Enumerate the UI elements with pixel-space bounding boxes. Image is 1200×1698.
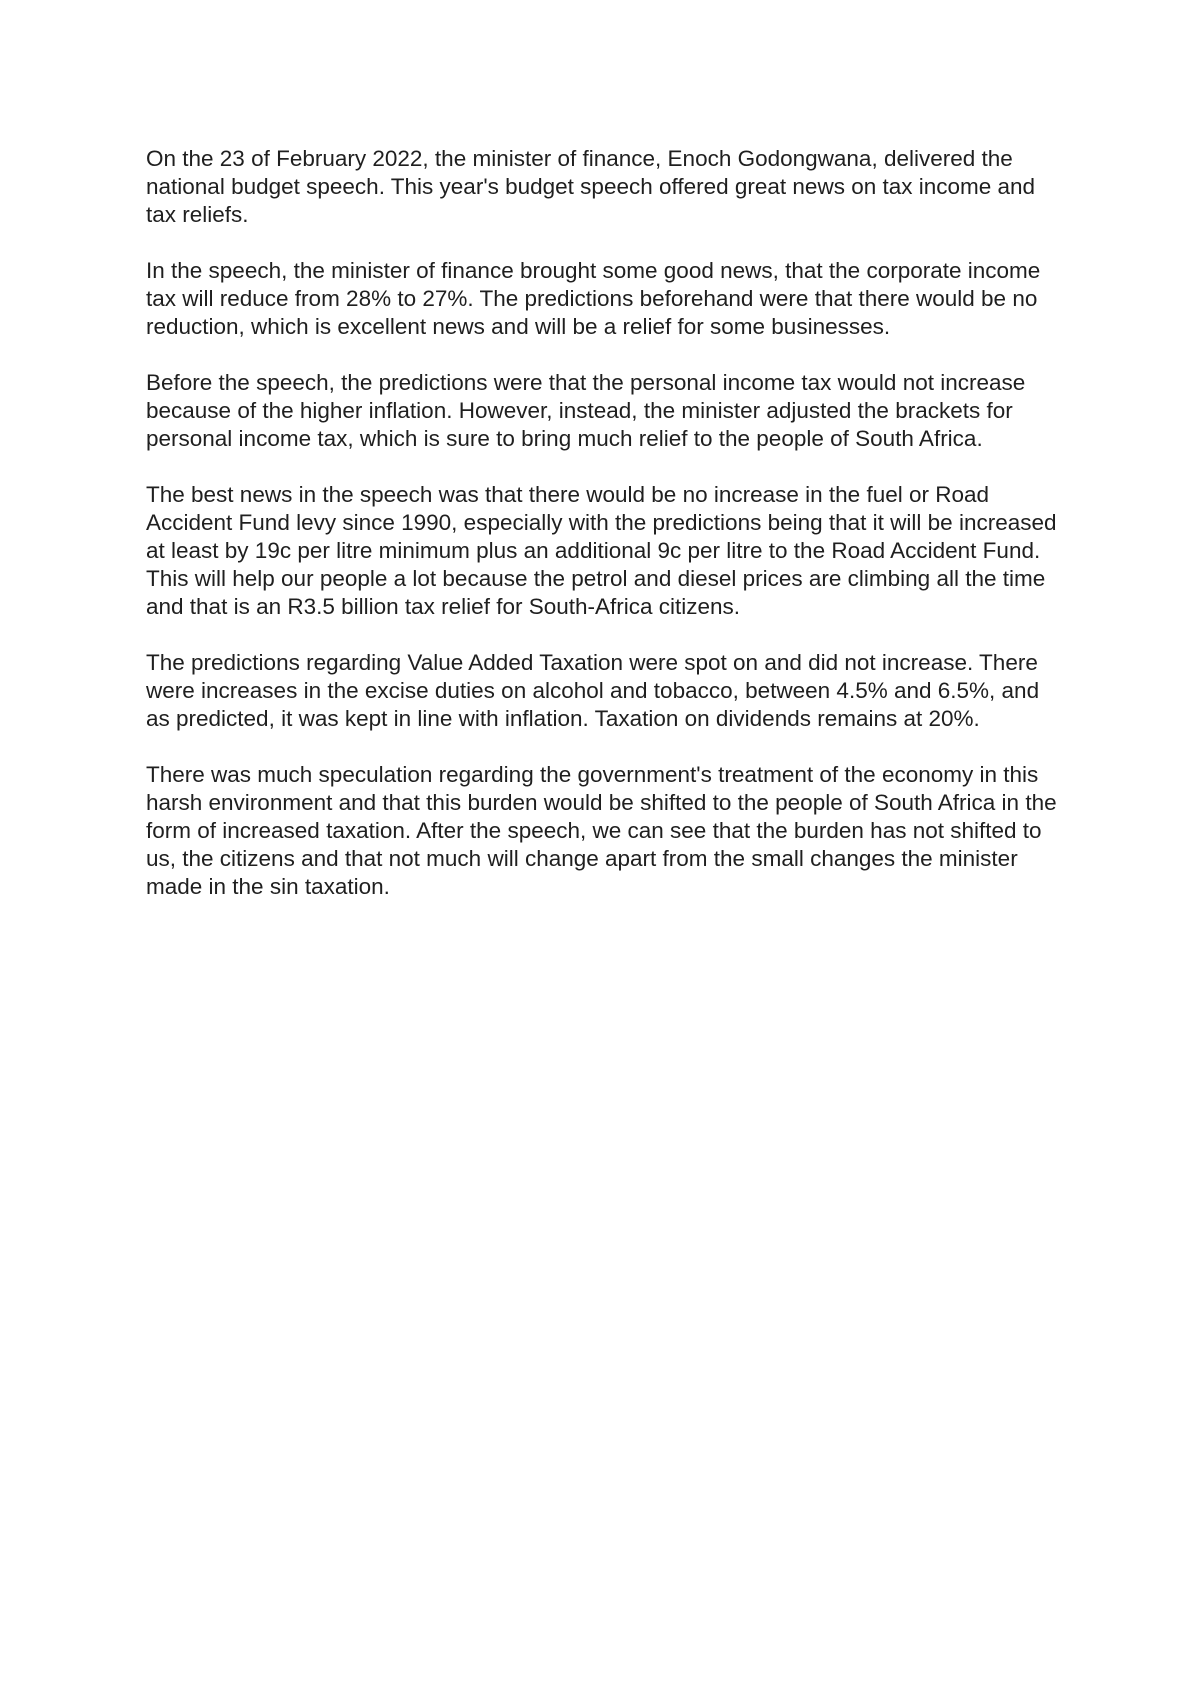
paragraph-budget-speech-intro: On the 23 of February 2022, the minister of finance, Enoch Godongwana, delivered the national budget speech. This year's budget speech offered great news on tax income and tax reliefs. (146, 146, 1036, 227)
document-body (146, 145, 1066, 901)
paragraph-conclusion: There was much speculation regarding the government's treatment of the economy in this harsh environment and that this burden would be shifted to the people of South Africa in the form of increased taxation. After the speech, we can see that the burden has not shifted to us, the citizens and that not much will change apart from the small changes the minister made in the sin taxation. (146, 762, 1057, 899)
paragraph-corporate-income-tax: In the speech, the minister of finance brought some good news, that the corporate income tax will reduce from 28% to 27%. The predictions beforehand were that there would be no reduction, which is excellent news and will be a relief for some businesses. (146, 258, 1041, 339)
paragraph-vat-excise-dividends: The predictions regarding Value Added Taxation were spot on and did not increase. There were increases in the excise duties on alcohol and tobacco, between 4.5% and 6.5%, and as predicted, it was kept in line with inflation. Taxation on dividends remains at 20%. (146, 650, 1040, 731)
paragraph-personal-income-tax: Before the speech, the predictions were that the personal income tax would not increase because of the higher inflation. However, instead, the minister adjusted the brackets for personal income tax, which is sure to bring much relief to the people of South Africa. (146, 370, 1026, 451)
paragraph-fuel-levy: The best news in the speech was that there would be no increase in the fuel or Road Accident Fund levy since 1990, especially with the predictions being that it will be increased at least by 19c per litre minimum plus an additional 9c per litre to the Road Accident Fund. This will help our people a lot because the petrol and diesel prices are climbing all the time and that is an R3.5 billion tax relief for South-Africa citizens. (146, 482, 1057, 619)
